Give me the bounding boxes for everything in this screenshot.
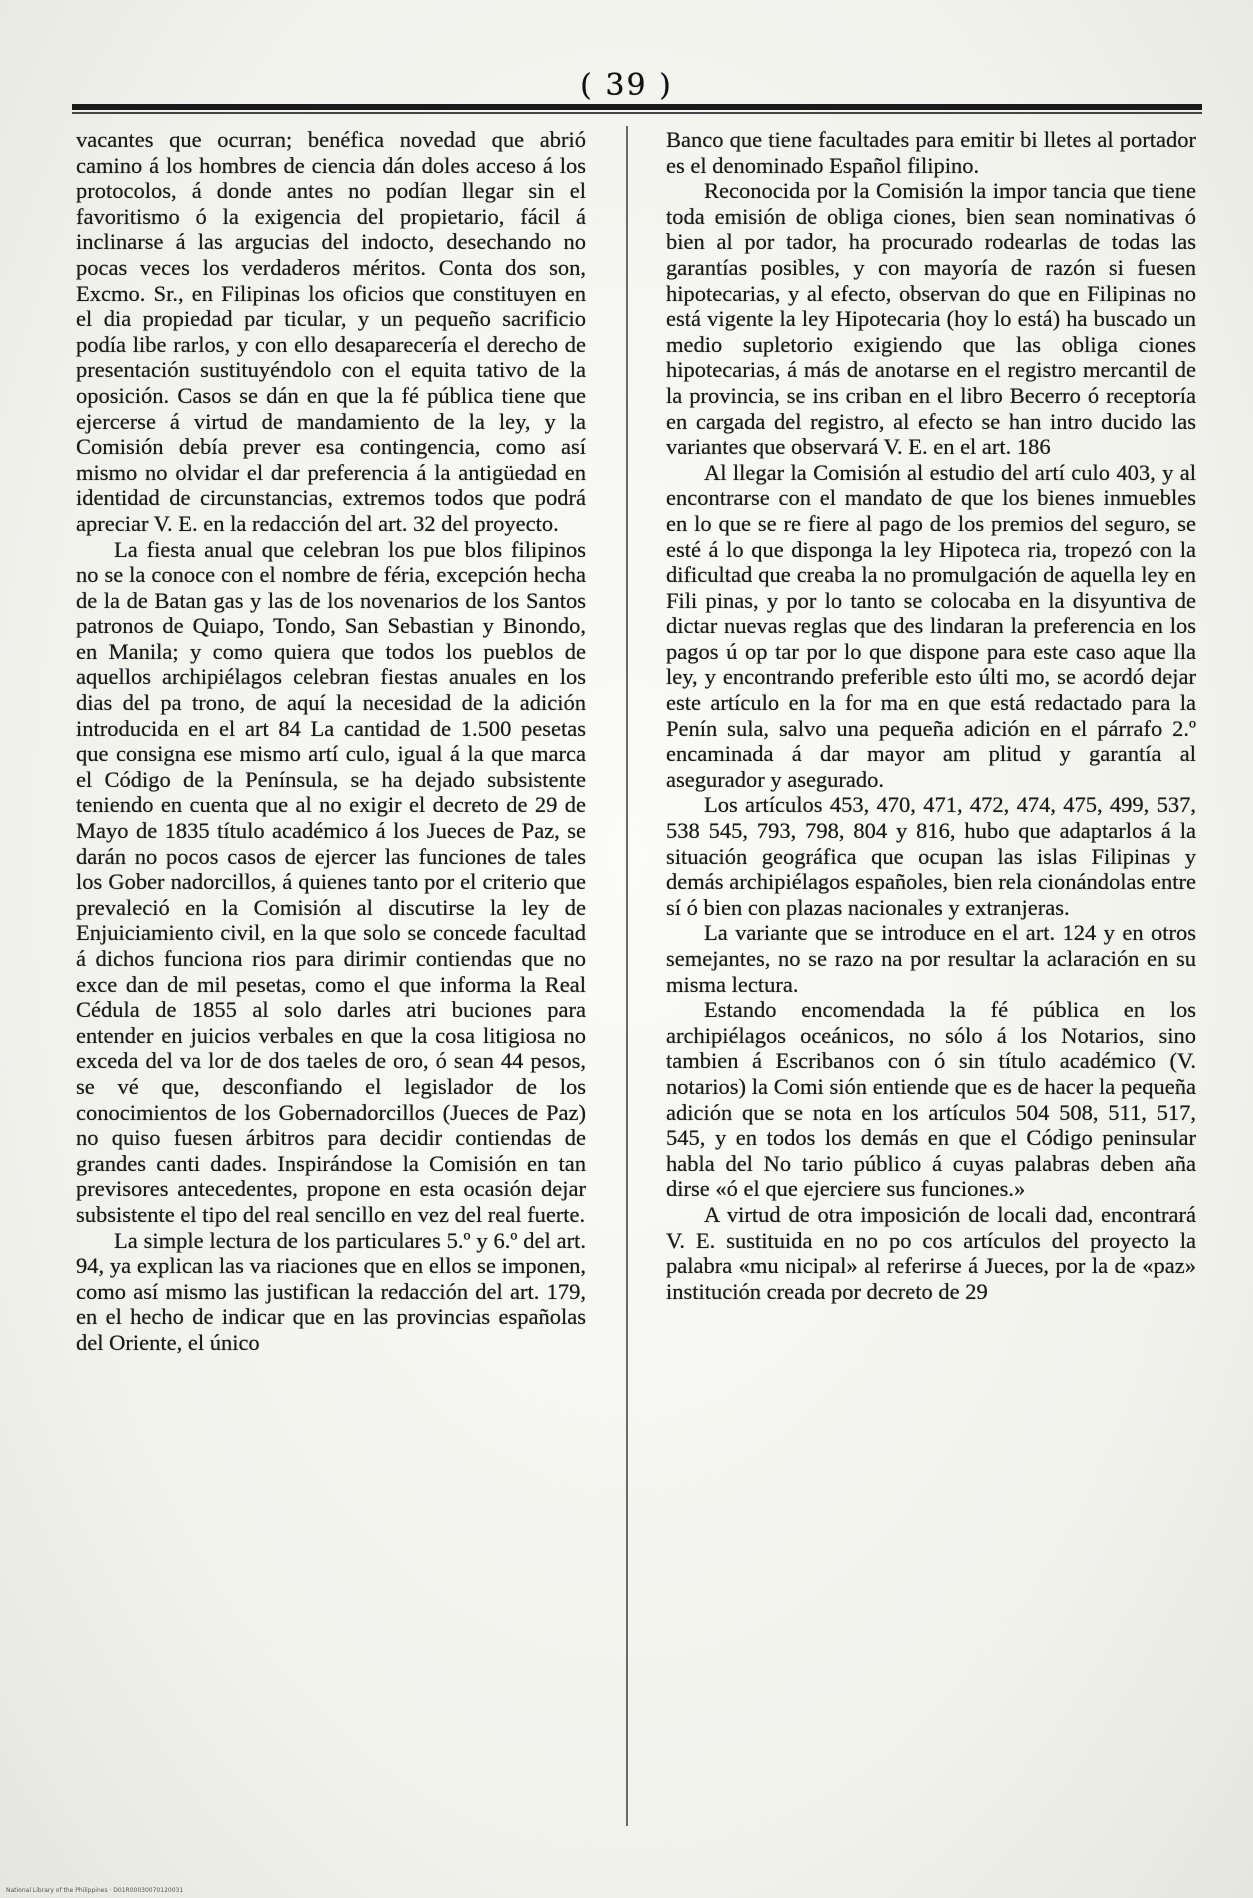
right-paragraph-1: Banco que tiene facultades para emitir bi lletes al portador es el denominado Español filipino.: [666, 127, 1196, 178]
right-paragraph-7: A virtud de otra imposición de locali dad, encontrará V. E. sustituida en no po cos artículos del proyecto la palabra «mu nicipal» al referirse á Jueces, por la de «paz» institución creada por decreto de 29: [666, 1201, 1196, 1304]
left-paragraph-2: La fiesta anual que celebran los pue blos filipinos no se la conoce con el nombre de féria, excepción hecha de la de Batan gas y las de los novenarios de los Santos patronos de Quiapo, Tondo, San Sebastian y Binondo, en Manila; y como quiera que todos los pueblos de aquellos archipiélagos celebran fiestas anuales en los dias del pa trono, de aquí la necesidad de la adición introducida en el art 84 La cantidad de 1.500 pesetas que consigna ese mismo artí culo, igual á la que marca el Código de la Península, se ha dejado subsistente teniendo en cuenta que al no exigir el decreto de 29 de Mayo de 1835 título académico á los Jueces de Paz, se darán no pocos casos de ejercer las funciones de tales los Gober nadorcillos, á quienes tanto por el criterio que prevaleció en la Comisión al discutirse la ley de Enjuiciamiento civil, en la que solo se concede facultad á dichos funciona rios para dirimir contiendas que no exce dan de mil pesetas, como el que informa la Real Cédula de 1855 al solo darles atri buciones para entender en juicios verbales en que la cosa litigiosa no exceda del va lor de dos taeles de oro, ó sean 44 pesos, se vé que, desconfiando el legislador de los conocimientos de los Gobernadorcillos (Jueces de Paz) no quiso fuesen árbitros para decidir contiendas de grandes canti dades. Inspirándose la Comisión en tan previsores antecedentes, propone en esta ocasión dejar subsistente el tipo del real sencillo en vez del real fuerte.: [76, 536, 586, 1227]
right-paragraph-6: Estando encomendada la fé pública en los archipiélagos oceánicos, no sólo á los Notarios, sino tambien á Escribanos con ó sin título académico (V. notarios) la Comi sión entiende que es de hacer la pequeña adición que se nota en los artículos 504 508, 511, 517, 545, y en todos los demás en que el Código peninsular habla del No tario público á cuyas palabras deben aña dirse «ó el que ejerciere sus funciones.»: [666, 997, 1196, 1202]
right-paragraph-4: Los artículos 453, 470, 471, 472, 474, 475, 499, 537, 538 545, 793, 798, 804 y 816, hubo que adaptarlos á la situación geográfica que ocupan las islas Filipinas y demás archipiélagos españoles, bien rela cionándolas entre sí ó bien con plazas nacionales y extranjeras.: [666, 792, 1196, 920]
left-column: [76, 127, 586, 1832]
header-rule: [72, 104, 1202, 110]
right-paragraph-5: La variante que se introduce en el art. 124 y en otros semejantes, no se razo na por resultar la aclaración en su misma lectura.: [666, 920, 1196, 997]
header-rule-thin: [72, 112, 1202, 114]
page-number: ( 39 ): [580, 68, 673, 103]
left-paragraph-3: La simple lectura de los particulares 5.º y 6.º del art. 94, ya explican las va riaciones que en ellos se imponen, como así mismo las justifican la redacción del art. 179, en el hecho de indicar que en las provincias españolas del Oriente, el único: [76, 1227, 586, 1355]
right-paragraph-3: Al llegar la Comisión al estudio del artí culo 403, y al encontrarse con el mandato de que los bienes inmuebles en lo que se re fiere al pago de los premios del seguro, se esté á lo que disponga la ley Hipoteca ria, tropezó con la dificultad que creaba la no promulgación de aquella ley en Fili pinas, y por lo tanto se colocaba en la disyuntiva de dictar nuevas reglas que des lindaran la preferencia en los pagos ú op tar por lo que dispone para este caso aque lla ley, y encontrando preferible esto últi mo, se acordó dejar este artículo en la for ma en que está redactado para la Penín sula, salvo una pequeña adición en el párrafo 2.º encaminada á dar mayor am plitud y garantía al asegurador y asegurado.: [666, 459, 1196, 792]
right-column: [666, 127, 1196, 1832]
footer-credit: National Library of the Philippines · D01R00030070120031: [6, 1887, 184, 1894]
left-paragraph-1: vacantes que ocurran; benéfica novedad que abrió camino á los hombres de ciencia dán doles acceso á los protocolos, á donde antes no podían llegar sin el favoritismo ó la exigencia del propietario, fácil á inclinarse á las argucias del indocto, desechando no pocas veces los verdaderos méritos. Conta dos son, Excmo. Sr., en Filipinas los oficios que constituyen en el dia propiedad par ticular, y un pequeño sacrificio podía libe rarlos, y con ello desaparecería el derecho de presentación sustituyéndolo con el equita tativo de la oposición. Casos se dán en que la fé pública tiene que ejercerse á virtud de mandamiento de la ley, y la Comisión debía prever esa contingencia, como así mismo no olvidar el dar preferencia á la antigüedad en identidad de circunstancias, extremos todos que podrá apreciar V. E. en la redacción del art. 32 del proyecto.: [76, 127, 586, 536]
right-paragraph-2: Reconocida por la Comisión la impor tancia que tiene toda emisión de obliga ciones, bien sean nominativas ó bien al por tador, ha procurado rodearlas de todas las garantías posibles, y con mayoría de razón si fuesen hipotecarias, y al efecto, observan do que en Filipinas no está vigente la ley Hipotecaria (hoy lo está) ha buscado un medio supletorio exigiendo que las obliga ciones hipotecarias, á más de anotarse en el registro mercantil de la provincia, se ins criban en el libro Becerro ó receptoría en cargada del registro, al efecto se han intro ducido las variantes que observará V. E. en el art. 186: [666, 178, 1196, 460]
column-divider: [626, 126, 628, 1826]
